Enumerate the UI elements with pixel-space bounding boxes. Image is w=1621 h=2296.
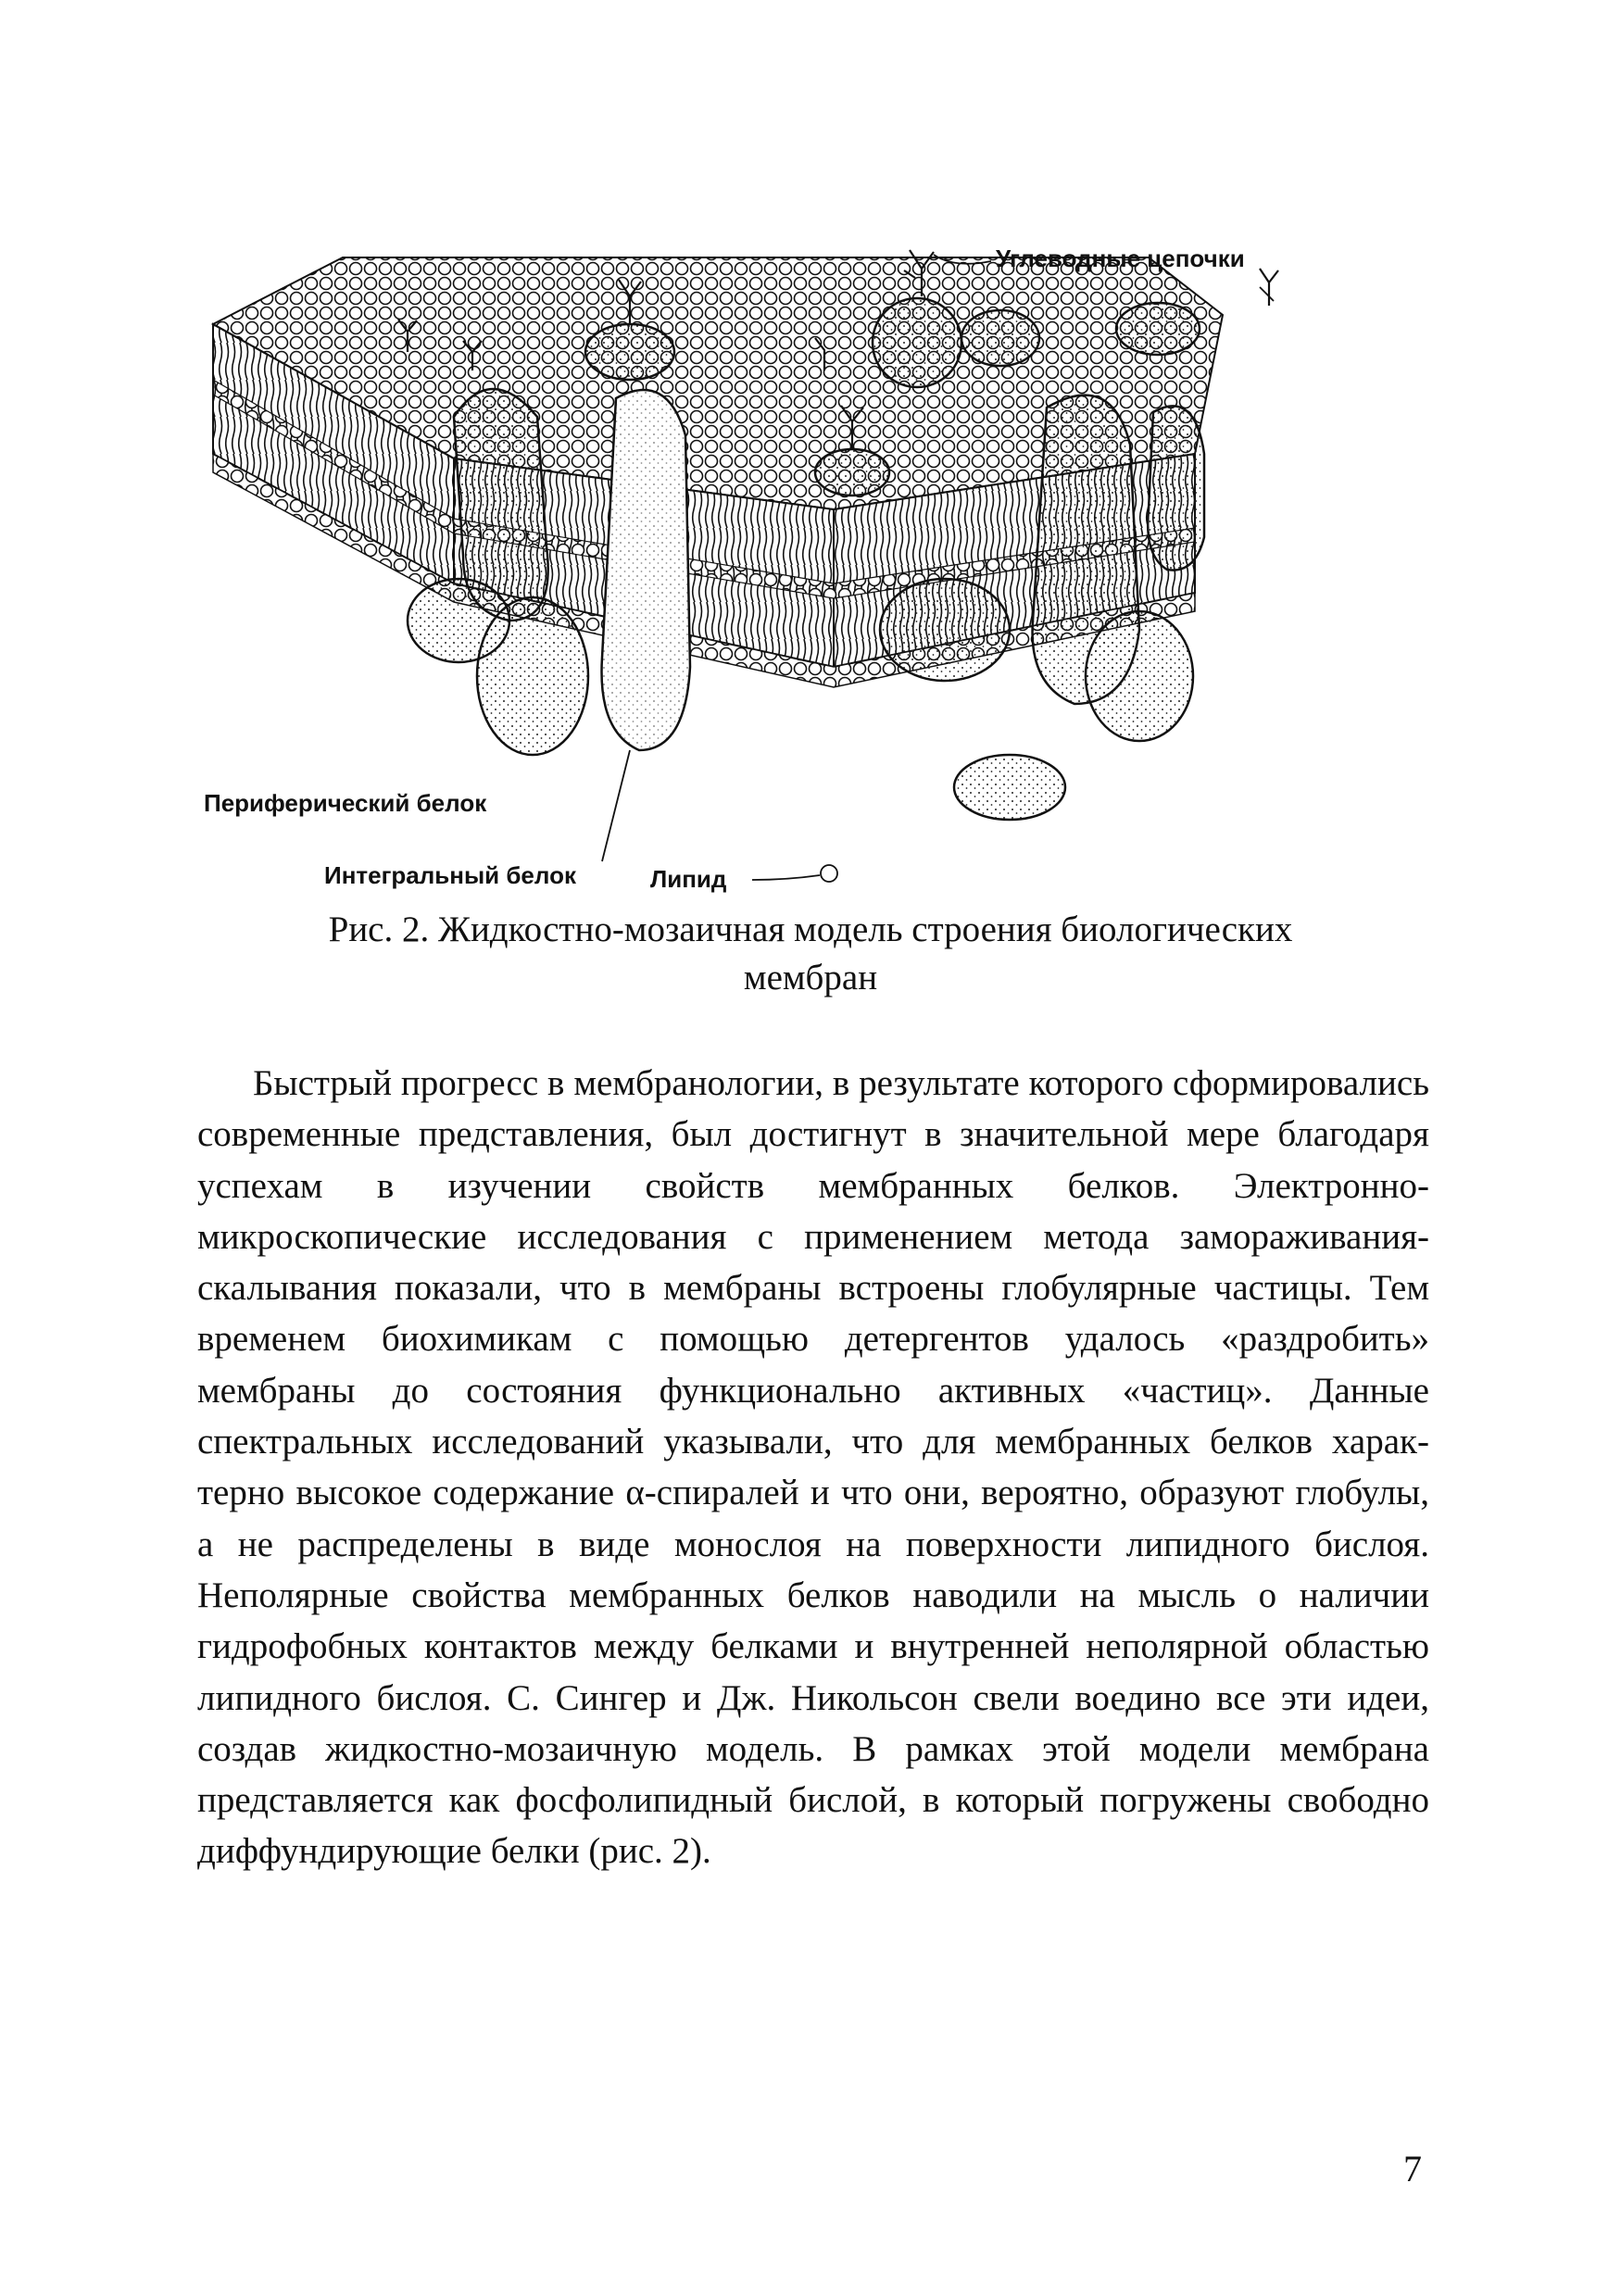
page-number: 7 xyxy=(1403,2148,1422,2189)
caption-line-1: Рис. 2. Жидкостно-мозаичная модель строения биологических xyxy=(328,910,1293,949)
peripheral-protein-lower xyxy=(408,579,509,662)
label-integral-protein: Интегральный белок xyxy=(324,861,576,889)
body-paragraph: Быстрый прогресс в мембранологии, в результате которого сформировались современные представления, был достигнут в значительной мере благодаря успехам в изучении свойств мембранных белков. Электронно-микроскопические исследования с применением метода замораживания-скалывания показали, что в мембраны встроены глобулярные частицы. Тем временем биохимикам с помощью детергентов удалось «раздробить» мембраны до состояния функционально активных «частиц». Данные спектральных исследований указывали, что для мембранных белков характерно высокое содержание α-спиралей и что они, вероятно, образуют глобулы, а не распределены в виде монослоя на поверхности липидного бислоя. Неполярные свойства мембранных белков наводили на мысль о наличии гидрофобных контактов между белками и внутренней неполярной областью липидного бислоя. С. Сингер и Дж. Никольсон свели воедино все эти идеи, создав жидкостно-мозаичную модель. В рамках этой модели мембрана представляется как фосфолипидный бислой, в который погружены свободно диффундирующие белки (рис. 2). xyxy=(197,1063,1429,1872)
label-peripheral-protein: Периферический белок xyxy=(204,789,487,817)
peripheral-protein-top-1 xyxy=(585,324,674,380)
fluid-mosaic-membrane-diagram xyxy=(185,232,1389,908)
peripheral-protein-center xyxy=(815,449,889,496)
membrane-figure xyxy=(185,232,1389,908)
label-carbohydrate-chains: Углеводные цепочки xyxy=(996,245,1245,272)
label-lipid: Липид xyxy=(650,865,727,893)
integral-protein-long xyxy=(602,390,691,750)
figure-caption xyxy=(241,906,1380,1002)
caption-line-2: мембран xyxy=(743,958,878,997)
